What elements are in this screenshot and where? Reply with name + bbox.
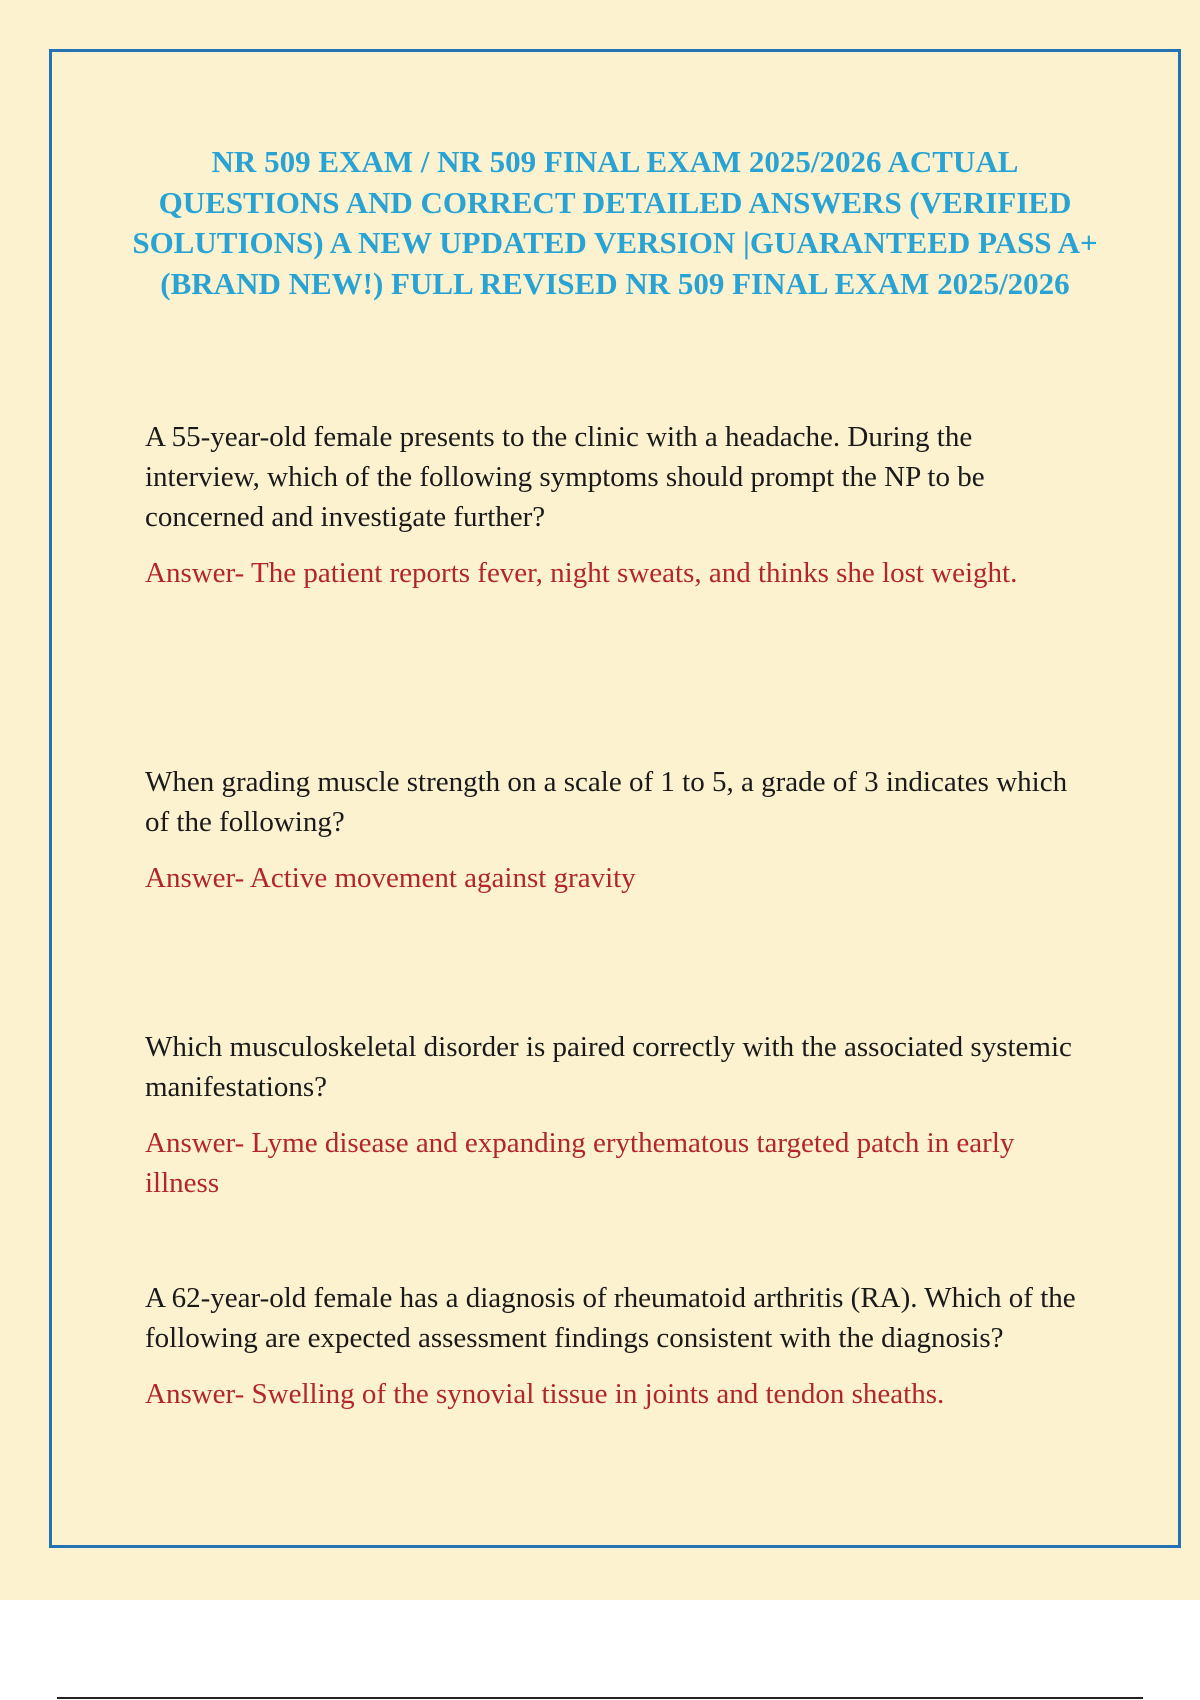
- qa-item: [145, 1027, 1090, 1203]
- question-text: When grading muscle strength on a scale of 1 to 5, a grade of 3 indicates which of the following?: [145, 766, 1068, 838]
- qa-item: [145, 417, 1090, 593]
- document-title: NR 509 EXAM / NR 509 FINAL EXAM 2025/2026 ACTUAL QUESTIONS AND CORRECT DETAILED ANSWERS (VERIFIED SOLUTIONS) A NEW UPDATED VERSION |GUARANTEED PASS A+ (BRAND NEW!) FULL REVISED NR 509 FINAL EXAM 2025/2026: [132, 144, 1098, 301]
- answer-text: Answer- Lyme disease and expanding erythematous targeted patch in early illness: [145, 1127, 1015, 1199]
- qa-item: [145, 1278, 1090, 1414]
- qa-item: [145, 762, 1090, 898]
- answer-text: Answer- The patient reports fever, night sweats, and thinks she lost weight.: [145, 557, 1018, 589]
- page-bottom-rule: [57, 1697, 1143, 1699]
- answer-text: Answer- Swelling of the synovial tissue in joints and tendon sheaths.: [145, 1378, 945, 1410]
- question-text: Which musculoskeletal disorder is paired correctly with the associated systemic manifestations?: [145, 1031, 1072, 1103]
- question-text: A 55-year-old female presents to the clinic with a headache. During the interview, which of the following symptoms should prompt the NP to be concerned and investigate further?: [145, 421, 985, 533]
- question-text: A 62-year-old female has a diagnosis of rheumatoid arthritis (RA). Which of the following are expected assessment findings consistent with the diagnosis?: [145, 1282, 1076, 1354]
- answer-text: Answer- Active movement against gravity: [145, 862, 636, 894]
